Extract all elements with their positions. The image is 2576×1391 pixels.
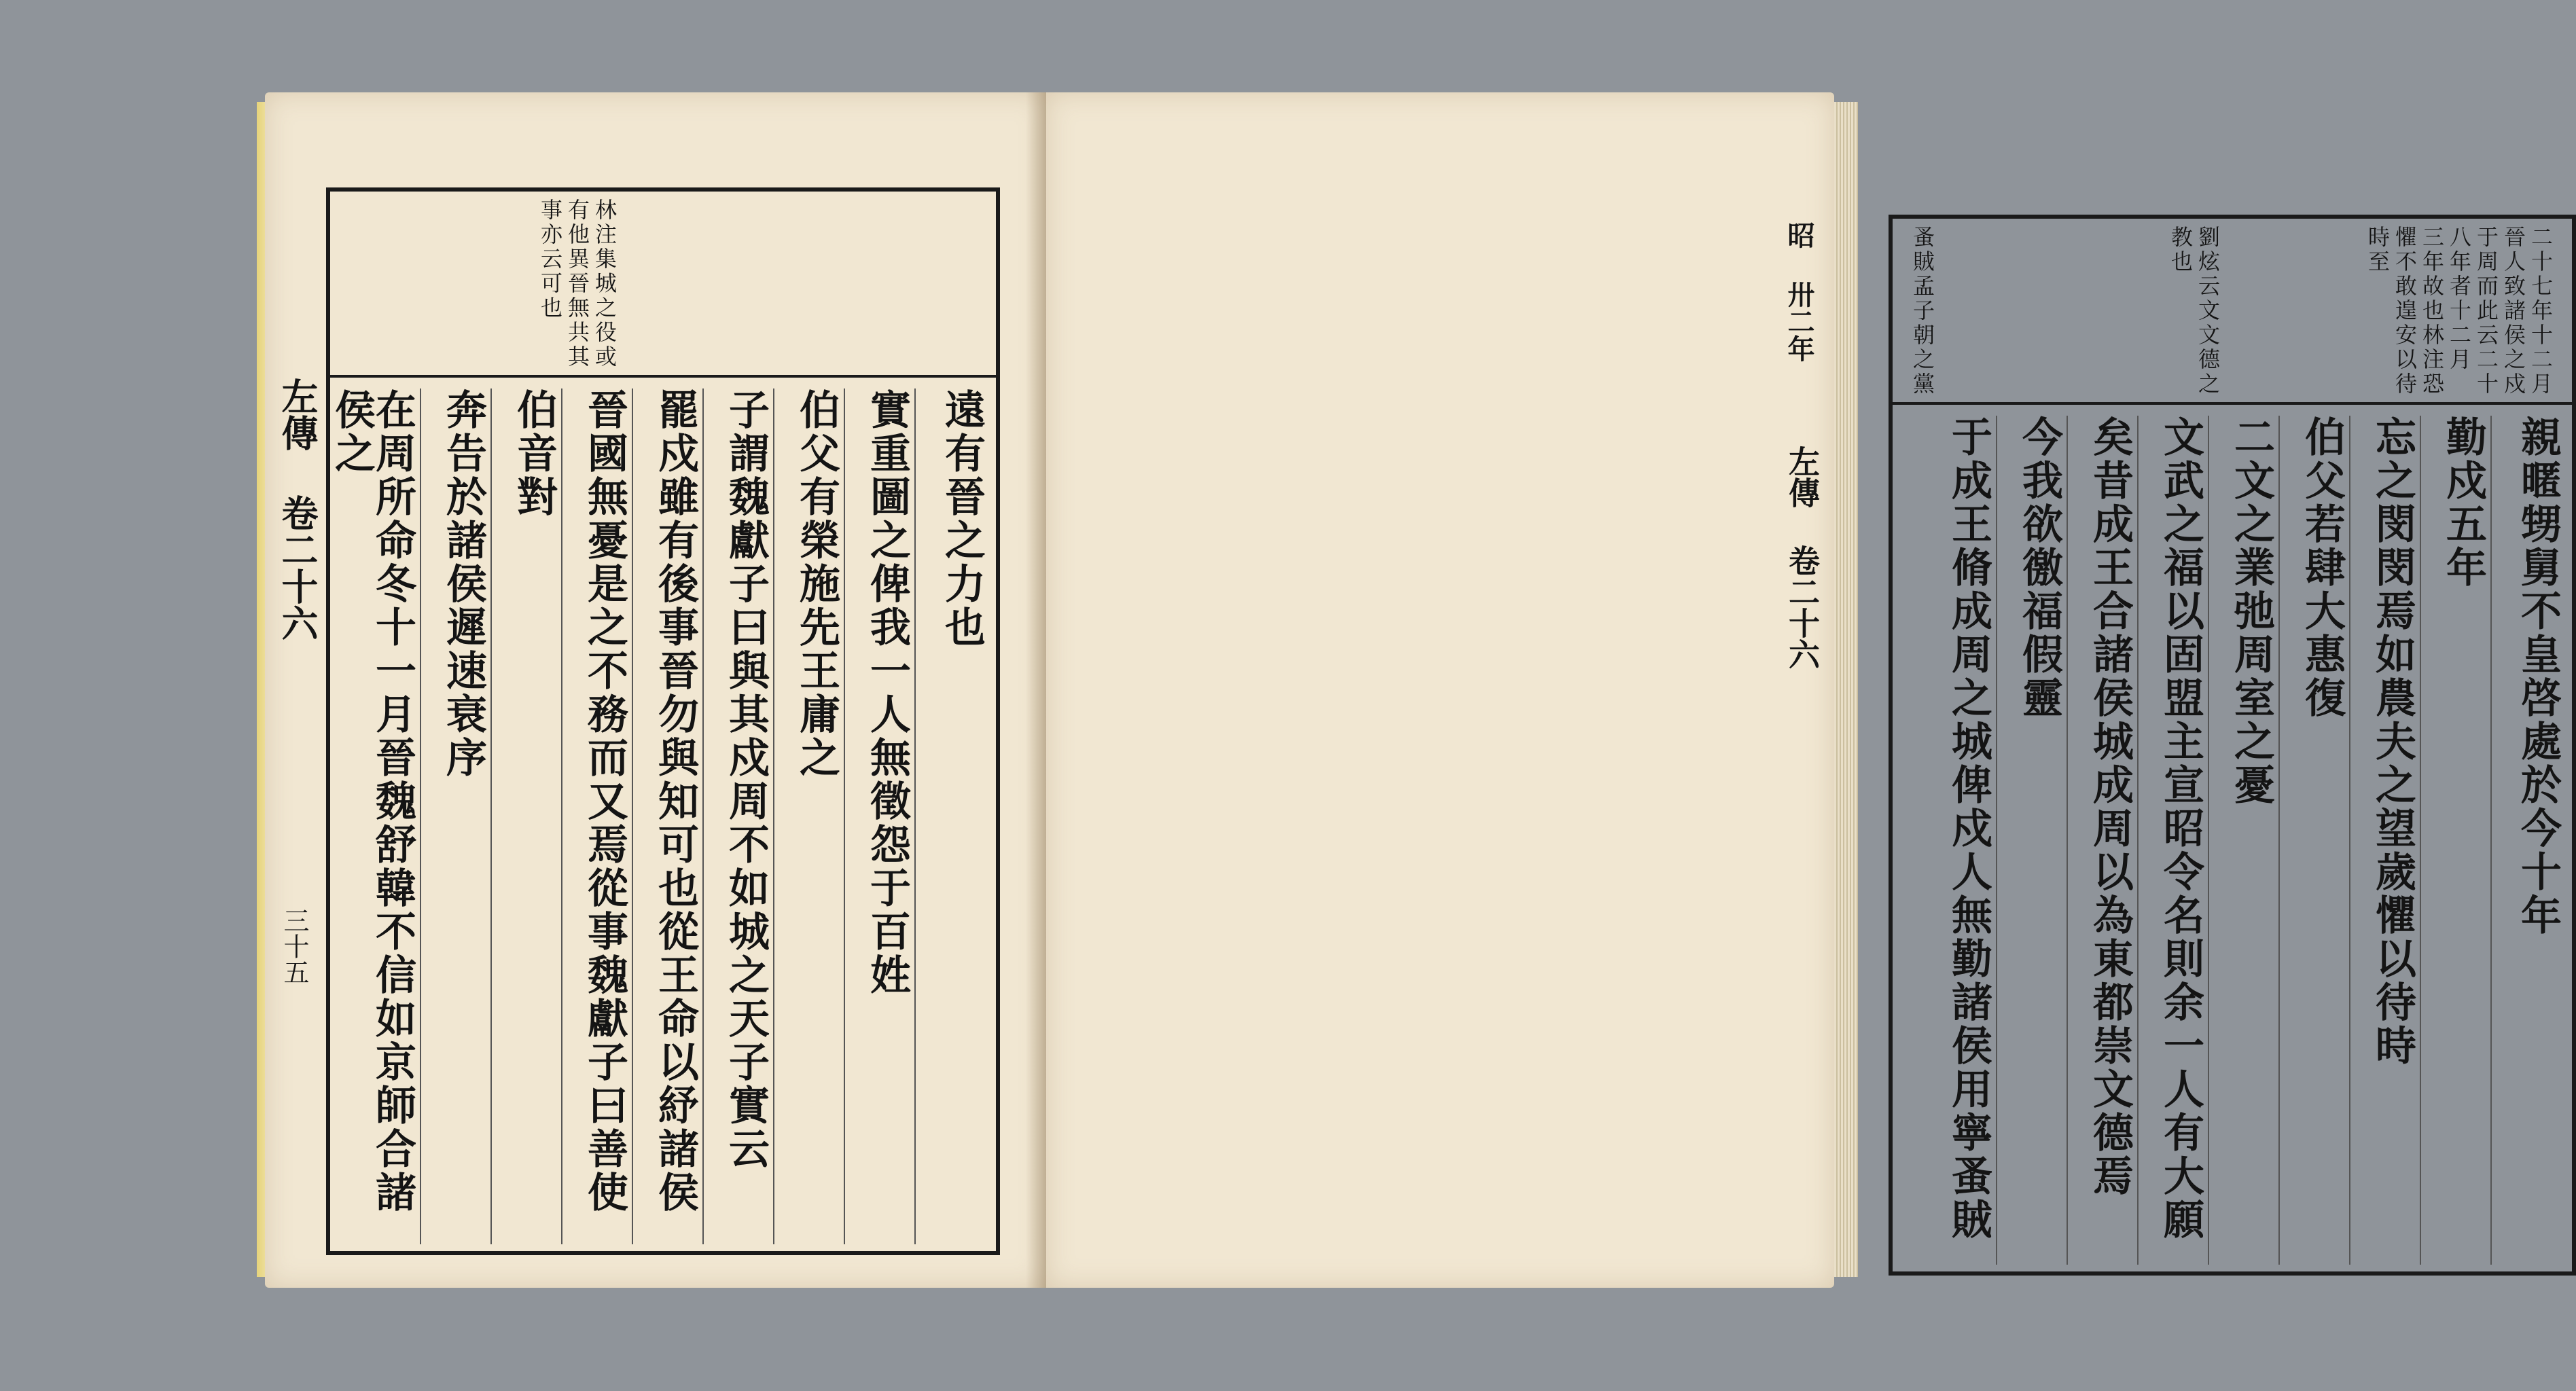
column-rule (2137, 416, 2139, 1265)
text-column: 伯父若肆大惠復 (2298, 416, 2346, 720)
left-notes-band (330, 192, 996, 378)
column-rule (2278, 416, 2280, 1265)
column-rule (914, 389, 916, 1244)
column-rule (773, 389, 774, 1244)
text-column: 矣昔成王合諸侯城成周以為東都崇文德焉 (2086, 416, 2134, 1198)
right-notes-band (1893, 219, 2572, 405)
note-column: 事亦云可也 (537, 198, 563, 321)
text-column: 實重圖之俾我一人無徵怨于百姓 (863, 389, 911, 997)
column-rule (2349, 416, 2350, 1265)
left-page (265, 92, 1046, 1288)
note-column: 二十七年十二月 (2528, 225, 2554, 397)
note-column: 時至 (2365, 225, 2391, 274)
text-column: 忘之閔閔焉如農夫之望歲懼以待時 (2369, 416, 2416, 1068)
note-column: 林注集城之役或 (592, 198, 618, 369)
note-column: 蚤賊孟子朝之黨 (1910, 225, 1935, 397)
text-column: 罷戍雖有後事晉勿與知可也從王命以紓諸侯 (651, 389, 699, 1214)
text-column: 二文之業弛周室之憂 (2228, 416, 2275, 807)
open-book (245, 82, 2562, 1304)
text-column: 在周所命冬十一月晉魏舒韓不信如京師合諸侯之 (328, 389, 416, 1214)
book-edge-right (1831, 102, 1858, 1277)
column-rule (844, 389, 845, 1244)
note-column: 教也 (2168, 225, 2194, 274)
left-page-header: 左傳 卷二十六 (276, 378, 319, 641)
column-rule (2067, 416, 2068, 1265)
left-page-frame (326, 187, 1000, 1255)
column-rule (490, 389, 492, 1244)
note-column: 三年故也林注恐 (2419, 225, 2445, 397)
text-column: 遠有晉之力也 (938, 389, 986, 649)
column-rule (2208, 416, 2209, 1265)
text-column: 晉國無憂是之不務而又焉從事魏獻子曰善使 (581, 389, 628, 1214)
text-column: 文武之福以固盟主宣昭令名則余一人有大願 (2157, 416, 2204, 1242)
note-column: 有他異晉無共其 (565, 198, 590, 369)
note-column: 八年者十二月 (2446, 225, 2472, 372)
note-column: 晉人致諸侯之戍 (2501, 225, 2526, 397)
column-rule (2420, 416, 2421, 1265)
text-column: 子謂魏獻子曰與其戍周不如城之天子實云 (722, 389, 770, 1171)
column-rule (1996, 416, 1997, 1265)
right-page-side-label: 左傳 卷二十六 (1784, 446, 1821, 670)
note-column: 懼不敢遑安以待 (2392, 225, 2418, 397)
text-column: 親暱甥舅不皇啓處於今十年 (2514, 416, 2562, 937)
column-rule (2490, 416, 2492, 1265)
text-column: 勤戍五年 (2439, 416, 2487, 590)
note-column: 劉炫云文文德之 (2195, 225, 2221, 397)
note-column: 于周而此云二十 (2473, 225, 2499, 397)
text-column: 今我欲徼福假靈 (2016, 416, 2063, 720)
right-page (1046, 92, 2562, 1288)
right-page-frame (1889, 215, 2576, 1276)
right-page-header: 昭 卅二年 (1783, 221, 1815, 362)
column-rule (561, 389, 562, 1244)
column-rule (702, 389, 704, 1244)
text-column: 伯父有榮施先王庸之 (793, 389, 840, 780)
column-rule (632, 389, 633, 1244)
folio-number: 三十五 (279, 907, 309, 985)
text-column: 于成王脩成周之城俾戍人無勤諸侯用寧蚤賊 (1945, 416, 1992, 1242)
text-column: 伯音對 (510, 389, 558, 519)
text-column: 奔告於諸侯遲速衰序 (440, 389, 487, 780)
column-rule (420, 389, 421, 1244)
